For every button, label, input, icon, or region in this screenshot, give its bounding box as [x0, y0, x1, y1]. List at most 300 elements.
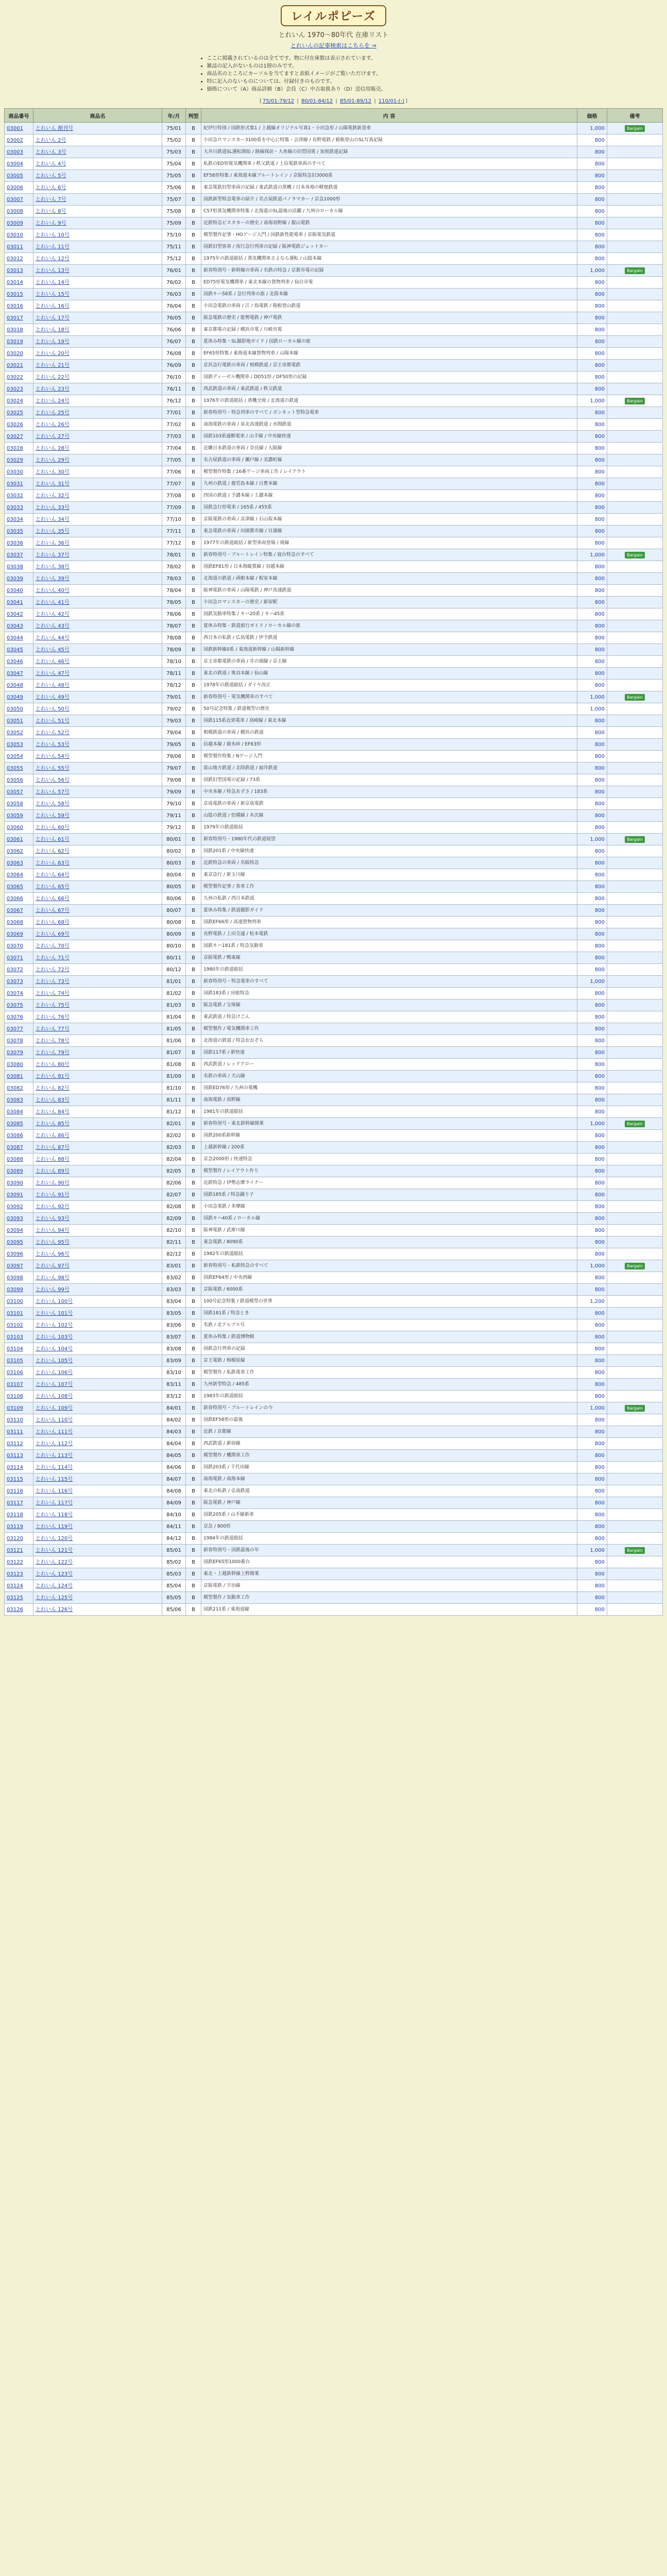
- product-name-link[interactable]: とれいん 101号: [36, 1310, 73, 1316]
- product-code[interactable]: 03100: [5, 1296, 33, 1308]
- product-code[interactable]: 03115: [5, 1473, 33, 1485]
- product-name-link[interactable]: とれいん 18号: [36, 327, 70, 333]
- product-code[interactable]: 03088: [5, 1154, 33, 1165]
- product-code[interactable]: 03040: [5, 585, 33, 597]
- product-code[interactable]: 03008: [5, 206, 33, 217]
- product-name[interactable]: [33, 656, 162, 668]
- product-name-link[interactable]: とれいん 78号: [36, 1038, 70, 1044]
- product-code[interactable]: 03062: [5, 845, 33, 857]
- product-name[interactable]: [33, 1201, 162, 1213]
- product-name-link[interactable]: とれいん 55号: [36, 765, 70, 771]
- product-name-link[interactable]: とれいん 115号: [36, 1476, 73, 1482]
- product-name[interactable]: [33, 123, 162, 134]
- product-name-link[interactable]: とれいん 71号: [36, 955, 70, 961]
- product-name[interactable]: [33, 1189, 162, 1201]
- product-name[interactable]: [33, 407, 162, 419]
- product-name[interactable]: [33, 1308, 162, 1319]
- product-name[interactable]: [33, 502, 162, 514]
- product-code[interactable]: 03110: [5, 1414, 33, 1426]
- product-code[interactable]: 03111: [5, 1426, 33, 1438]
- product-name[interactable]: [33, 1118, 162, 1130]
- product-name[interactable]: [33, 443, 162, 454]
- product-name-link[interactable]: とれいん 2号: [36, 137, 66, 143]
- product-name-link[interactable]: とれいん 31号: [36, 481, 70, 487]
- product-name-link[interactable]: とれいん 107号: [36, 1381, 73, 1387]
- product-name-link[interactable]: とれいん 49号: [36, 694, 70, 700]
- product-name-link[interactable]: とれいん 4号: [36, 161, 66, 167]
- product-name[interactable]: [33, 810, 162, 822]
- product-code[interactable]: 03125: [5, 1592, 33, 1604]
- product-name[interactable]: [33, 644, 162, 656]
- product-code[interactable]: 03070: [5, 940, 33, 952]
- product-code[interactable]: 03061: [5, 834, 33, 845]
- product-code[interactable]: 03091: [5, 1189, 33, 1201]
- product-name[interactable]: [33, 1521, 162, 1533]
- product-name[interactable]: [33, 241, 162, 253]
- product-name-link[interactable]: とれいん 70号: [36, 943, 70, 949]
- product-name-link[interactable]: とれいん 44号: [36, 635, 70, 641]
- product-code[interactable]: 03083: [5, 1094, 33, 1106]
- product-name[interactable]: [33, 229, 162, 241]
- product-name-link[interactable]: とれいん 11号: [36, 244, 70, 250]
- product-code[interactable]: 03010: [5, 229, 33, 241]
- product-name-link[interactable]: とれいん 36号: [36, 540, 70, 546]
- bargain-badge[interactable]: Bargain: [625, 1121, 645, 1127]
- product-code[interactable]: 03071: [5, 952, 33, 964]
- product-name[interactable]: [33, 703, 162, 715]
- product-code[interactable]: 03041: [5, 597, 33, 608]
- product-name[interactable]: [33, 265, 162, 277]
- product-name[interactable]: [33, 336, 162, 348]
- product-name-link[interactable]: とれいん 67号: [36, 907, 70, 913]
- product-code[interactable]: 03013: [5, 265, 33, 277]
- product-name[interactable]: [33, 277, 162, 289]
- product-name-link[interactable]: とれいん 25号: [36, 410, 70, 416]
- product-name[interactable]: [33, 1426, 162, 1438]
- product-code[interactable]: 03042: [5, 608, 33, 620]
- product-code[interactable]: 03122: [5, 1556, 33, 1568]
- product-code[interactable]: 03109: [5, 1402, 33, 1414]
- product-code[interactable]: 03039: [5, 573, 33, 585]
- product-code[interactable]: 03121: [5, 1545, 33, 1556]
- product-code[interactable]: 03097: [5, 1260, 33, 1272]
- product-code[interactable]: 03124: [5, 1580, 33, 1592]
- product-name-link[interactable]: とれいん 98号: [36, 1275, 70, 1281]
- product-name[interactable]: [33, 300, 162, 312]
- product-code[interactable]: 03098: [5, 1272, 33, 1284]
- product-code[interactable]: 03047: [5, 668, 33, 680]
- product-name-link[interactable]: とれいん 12号: [36, 256, 70, 262]
- bargain-badge[interactable]: Bargain: [625, 552, 645, 558]
- product-name-link[interactable]: とれいん 28号: [36, 445, 70, 451]
- product-name-link[interactable]: とれいん 9号: [36, 220, 66, 226]
- product-code[interactable]: 03012: [5, 253, 33, 265]
- product-code[interactable]: 03054: [5, 751, 33, 762]
- product-name-link[interactable]: とれいん 118号: [36, 1512, 73, 1518]
- bargain-badge[interactable]: Bargain: [625, 1263, 645, 1269]
- product-name[interactable]: [33, 632, 162, 644]
- product-code[interactable]: 03050: [5, 703, 33, 715]
- product-name[interactable]: [33, 1047, 162, 1059]
- product-name-link[interactable]: とれいん 72号: [36, 967, 70, 973]
- product-name-link[interactable]: とれいん 38号: [36, 564, 70, 570]
- product-name-link[interactable]: とれいん 85号: [36, 1121, 70, 1127]
- product-name-link[interactable]: とれいん 109号: [36, 1405, 73, 1411]
- product-code[interactable]: 03076: [5, 1011, 33, 1023]
- product-code[interactable]: 03030: [5, 466, 33, 478]
- product-code[interactable]: 03052: [5, 727, 33, 739]
- product-code[interactable]: 03108: [5, 1391, 33, 1402]
- product-name[interactable]: [33, 1154, 162, 1165]
- product-name[interactable]: [33, 893, 162, 905]
- product-name-link[interactable]: とれいん 97号: [36, 1263, 70, 1269]
- product-code[interactable]: 03007: [5, 194, 33, 206]
- product-code[interactable]: 03045: [5, 644, 33, 656]
- product-name[interactable]: [33, 573, 162, 585]
- product-name-link[interactable]: とれいん 35号: [36, 528, 70, 534]
- product-name[interactable]: [33, 1450, 162, 1462]
- product-name-link[interactable]: とれいん 119号: [36, 1523, 73, 1530]
- product-code[interactable]: 03027: [5, 431, 33, 443]
- product-code[interactable]: 03084: [5, 1106, 33, 1118]
- product-name[interactable]: [33, 371, 162, 383]
- product-code[interactable]: 03015: [5, 289, 33, 300]
- product-code[interactable]: 03087: [5, 1142, 33, 1154]
- year-jump-link[interactable]: 110/01-(-): [378, 98, 405, 104]
- product-code[interactable]: 03119: [5, 1521, 33, 1533]
- product-code[interactable]: 03094: [5, 1225, 33, 1236]
- product-name-link[interactable]: とれいん 24号: [36, 398, 70, 404]
- article-search-link[interactable]: とれいんの記事検索はこちらを ⇒: [290, 42, 377, 49]
- product-code[interactable]: 03019: [5, 336, 33, 348]
- product-code[interactable]: 03011: [5, 241, 33, 253]
- product-name[interactable]: [33, 1284, 162, 1296]
- product-name-link[interactable]: とれいん 86号: [36, 1132, 70, 1139]
- product-name[interactable]: [33, 834, 162, 845]
- product-name[interactable]: [33, 324, 162, 336]
- product-name-link[interactable]: とれいん 37号: [36, 552, 70, 558]
- product-name-link[interactable]: とれいん 3号: [36, 149, 66, 155]
- product-name-link[interactable]: とれいん 88号: [36, 1156, 70, 1162]
- product-name-link[interactable]: とれいん 46号: [36, 658, 70, 665]
- product-name[interactable]: [33, 146, 162, 158]
- product-name[interactable]: [33, 739, 162, 751]
- product-code[interactable]: 03104: [5, 1343, 33, 1355]
- product-name-link[interactable]: とれいん 122号: [36, 1559, 73, 1565]
- bargain-badge[interactable]: Bargain: [625, 836, 645, 843]
- bargain-badge[interactable]: Bargain: [625, 1405, 645, 1412]
- product-name[interactable]: [33, 1248, 162, 1260]
- bargain-badge[interactable]: Bargain: [625, 694, 645, 701]
- product-code[interactable]: 03022: [5, 371, 33, 383]
- product-name-link[interactable]: とれいん 82号: [36, 1085, 70, 1091]
- product-name[interactable]: [33, 751, 162, 762]
- product-name-link[interactable]: とれいん 20号: [36, 350, 70, 357]
- product-code[interactable]: 03005: [5, 170, 33, 182]
- product-name[interactable]: [33, 1391, 162, 1402]
- product-name-link[interactable]: とれいん 94号: [36, 1227, 70, 1233]
- product-name[interactable]: [33, 1497, 162, 1509]
- product-code[interactable]: 03049: [5, 691, 33, 703]
- product-code[interactable]: 03069: [5, 928, 33, 940]
- product-name-link[interactable]: とれいん 53号: [36, 741, 70, 748]
- product-name[interactable]: [33, 170, 162, 182]
- product-code[interactable]: 03009: [5, 217, 33, 229]
- product-name[interactable]: [33, 597, 162, 608]
- product-name[interactable]: [33, 549, 162, 561]
- product-name[interactable]: [33, 1177, 162, 1189]
- product-name-link[interactable]: とれいん 創刊号: [36, 125, 74, 131]
- year-jump-link[interactable]: 75/01-79/12: [262, 98, 295, 104]
- product-name-link[interactable]: とれいん 81号: [36, 1073, 70, 1079]
- product-name-link[interactable]: とれいん 6号: [36, 184, 66, 191]
- product-name-link[interactable]: とれいん 77号: [36, 1026, 70, 1032]
- product-code[interactable]: 03032: [5, 490, 33, 502]
- product-name-link[interactable]: とれいん 32号: [36, 493, 70, 499]
- product-name-link[interactable]: とれいん 15号: [36, 291, 70, 297]
- product-name-link[interactable]: とれいん 42号: [36, 611, 70, 617]
- product-code[interactable]: 03060: [5, 822, 33, 834]
- product-name[interactable]: [33, 537, 162, 549]
- product-code[interactable]: 03021: [5, 360, 33, 371]
- product-name-link[interactable]: とれいん 27号: [36, 433, 70, 439]
- product-name-link[interactable]: とれいん 83号: [36, 1097, 70, 1103]
- product-name-link[interactable]: とれいん 96号: [36, 1251, 70, 1257]
- product-code[interactable]: 03107: [5, 1379, 33, 1391]
- product-name[interactable]: [33, 1011, 162, 1023]
- product-code[interactable]: 03028: [5, 443, 33, 454]
- product-name[interactable]: [33, 561, 162, 573]
- product-name-link[interactable]: とれいん 79号: [36, 1049, 70, 1056]
- product-name[interactable]: [33, 1165, 162, 1177]
- product-name-link[interactable]: とれいん 65号: [36, 884, 70, 890]
- product-name[interactable]: [33, 1485, 162, 1497]
- product-name-link[interactable]: とれいん 61号: [36, 836, 70, 842]
- product-name-link[interactable]: とれいん 19号: [36, 338, 70, 345]
- product-name[interactable]: [33, 134, 162, 146]
- product-name-link[interactable]: とれいん 104号: [36, 1346, 73, 1352]
- product-code[interactable]: 03103: [5, 1331, 33, 1343]
- product-code[interactable]: 03105: [5, 1355, 33, 1367]
- product-name[interactable]: [33, 490, 162, 502]
- product-code[interactable]: 03016: [5, 300, 33, 312]
- year-jump-link[interactable]: 85/01-89/12: [339, 98, 372, 104]
- product-code[interactable]: 03113: [5, 1450, 33, 1462]
- product-name-link[interactable]: とれいん 16号: [36, 303, 70, 309]
- product-name-link[interactable]: とれいん 40号: [36, 587, 70, 594]
- product-name[interactable]: [33, 383, 162, 395]
- product-name[interactable]: [33, 1142, 162, 1154]
- product-name[interactable]: [33, 620, 162, 632]
- product-code[interactable]: 03034: [5, 514, 33, 526]
- product-name-link[interactable]: とれいん 125号: [36, 1595, 73, 1601]
- product-name[interactable]: [33, 1331, 162, 1343]
- product-name-link[interactable]: とれいん 87号: [36, 1144, 70, 1150]
- product-name-link[interactable]: とれいん 91号: [36, 1192, 70, 1198]
- product-name-link[interactable]: とれいん 64号: [36, 872, 70, 878]
- product-code[interactable]: 03020: [5, 348, 33, 360]
- product-name-link[interactable]: とれいん 84号: [36, 1109, 70, 1115]
- product-name[interactable]: [33, 608, 162, 620]
- product-code[interactable]: 03067: [5, 905, 33, 917]
- product-name-link[interactable]: とれいん 112号: [36, 1440, 73, 1447]
- product-name[interactable]: [33, 360, 162, 371]
- product-name[interactable]: [33, 1023, 162, 1035]
- product-name[interactable]: [33, 1059, 162, 1071]
- product-name[interactable]: [33, 217, 162, 229]
- product-code[interactable]: 03120: [5, 1533, 33, 1545]
- product-name[interactable]: [33, 526, 162, 537]
- product-name-link[interactable]: とれいん 80号: [36, 1061, 70, 1067]
- product-name[interactable]: [33, 999, 162, 1011]
- product-name-link[interactable]: とれいん 69号: [36, 931, 70, 937]
- product-name-link[interactable]: とれいん 117号: [36, 1500, 73, 1506]
- product-name[interactable]: [33, 1355, 162, 1367]
- product-name-link[interactable]: とれいん 114号: [36, 1464, 73, 1470]
- product-name-link[interactable]: とれいん 102号: [36, 1322, 73, 1328]
- product-name[interactable]: [33, 514, 162, 526]
- product-name[interactable]: [33, 312, 162, 324]
- product-name[interactable]: [33, 976, 162, 988]
- product-name[interactable]: [33, 845, 162, 857]
- product-name-link[interactable]: とれいん 99号: [36, 1286, 70, 1293]
- product-name-link[interactable]: とれいん 58号: [36, 801, 70, 807]
- product-name-link[interactable]: とれいん 47号: [36, 670, 70, 676]
- product-code[interactable]: 03086: [5, 1130, 33, 1142]
- product-name[interactable]: [33, 1272, 162, 1284]
- product-name-link[interactable]: とれいん 22号: [36, 374, 70, 380]
- product-name[interactable]: [33, 869, 162, 881]
- product-code[interactable]: 03004: [5, 158, 33, 170]
- product-name-link[interactable]: とれいん 33号: [36, 504, 70, 511]
- product-code[interactable]: 03033: [5, 502, 33, 514]
- logo-text[interactable]: レイルポピーズ: [281, 5, 386, 26]
- product-code[interactable]: 03082: [5, 1082, 33, 1094]
- product-name-link[interactable]: とれいん 59号: [36, 812, 70, 819]
- product-name-link[interactable]: とれいん 93号: [36, 1215, 70, 1222]
- product-code[interactable]: 03123: [5, 1568, 33, 1580]
- product-name-link[interactable]: とれいん 105号: [36, 1358, 73, 1364]
- product-code[interactable]: 03038: [5, 561, 33, 573]
- product-name[interactable]: [33, 940, 162, 952]
- product-name[interactable]: [33, 668, 162, 680]
- product-name[interactable]: [33, 1225, 162, 1236]
- product-name[interactable]: [33, 952, 162, 964]
- product-code[interactable]: 03063: [5, 857, 33, 869]
- product-name[interactable]: [33, 419, 162, 431]
- product-name[interactable]: [33, 917, 162, 928]
- product-name-link[interactable]: とれいん 5号: [36, 173, 66, 179]
- product-code[interactable]: 03001: [5, 123, 33, 134]
- product-code[interactable]: 03031: [5, 478, 33, 490]
- product-name[interactable]: [33, 585, 162, 597]
- product-code[interactable]: 03002: [5, 134, 33, 146]
- product-name[interactable]: [33, 928, 162, 940]
- product-code[interactable]: 03048: [5, 680, 33, 691]
- product-name-link[interactable]: とれいん 45号: [36, 647, 70, 653]
- product-name-link[interactable]: とれいん 126号: [36, 1606, 73, 1613]
- product-code[interactable]: 03118: [5, 1509, 33, 1521]
- product-name[interactable]: [33, 1414, 162, 1426]
- product-code[interactable]: 03073: [5, 976, 33, 988]
- product-name-link[interactable]: とれいん 92号: [36, 1204, 70, 1210]
- product-name[interactable]: [33, 182, 162, 194]
- product-name[interactable]: [33, 822, 162, 834]
- product-code[interactable]: 03024: [5, 395, 33, 407]
- product-name[interactable]: [33, 1545, 162, 1556]
- product-code[interactable]: 03095: [5, 1236, 33, 1248]
- product-name[interactable]: [33, 1071, 162, 1082]
- product-code[interactable]: 03018: [5, 324, 33, 336]
- product-code[interactable]: 03068: [5, 917, 33, 928]
- product-name[interactable]: [33, 454, 162, 466]
- product-name[interactable]: [33, 253, 162, 265]
- product-name-link[interactable]: とれいん 106号: [36, 1369, 73, 1376]
- product-name-link[interactable]: とれいん 48号: [36, 682, 70, 688]
- product-name-link[interactable]: とれいん 8号: [36, 208, 66, 214]
- product-code[interactable]: 03043: [5, 620, 33, 632]
- product-name[interactable]: [33, 691, 162, 703]
- product-name[interactable]: [33, 1556, 162, 1568]
- product-code[interactable]: 03072: [5, 964, 33, 976]
- product-code[interactable]: 03075: [5, 999, 33, 1011]
- product-code[interactable]: 03025: [5, 407, 33, 419]
- product-name-link[interactable]: とれいん 108号: [36, 1393, 73, 1399]
- product-name[interactable]: [33, 1604, 162, 1616]
- product-name-link[interactable]: とれいん 73号: [36, 978, 70, 985]
- product-name-link[interactable]: とれいん 62号: [36, 848, 70, 854]
- product-name-link[interactable]: とれいん 7号: [36, 196, 66, 202]
- product-name-link[interactable]: とれいん 52号: [36, 730, 70, 736]
- product-name[interactable]: [33, 798, 162, 810]
- product-code[interactable]: 03079: [5, 1047, 33, 1059]
- logo[interactable]: [0, 5, 667, 26]
- product-name[interactable]: [33, 1094, 162, 1106]
- product-name-link[interactable]: とれいん 123号: [36, 1571, 73, 1577]
- product-name-link[interactable]: とれいん 75号: [36, 1002, 70, 1008]
- product-name[interactable]: [33, 395, 162, 407]
- product-name[interactable]: [33, 727, 162, 739]
- product-name-link[interactable]: とれいん 121号: [36, 1547, 73, 1553]
- product-code[interactable]: 03089: [5, 1165, 33, 1177]
- product-name-link[interactable]: とれいん 13号: [36, 267, 70, 274]
- product-code[interactable]: 03057: [5, 786, 33, 798]
- product-code[interactable]: 03093: [5, 1213, 33, 1225]
- product-code[interactable]: 03085: [5, 1118, 33, 1130]
- product-name-link[interactable]: とれいん 89号: [36, 1168, 70, 1174]
- product-name[interactable]: [33, 1509, 162, 1521]
- product-name[interactable]: [33, 478, 162, 490]
- product-code[interactable]: 03077: [5, 1023, 33, 1035]
- product-name[interactable]: [33, 680, 162, 691]
- product-name-link[interactable]: とれいん 57号: [36, 789, 70, 795]
- product-name[interactable]: [33, 289, 162, 300]
- product-name-link[interactable]: とれいん 21号: [36, 362, 70, 368]
- product-name-link[interactable]: とれいん 51号: [36, 718, 70, 724]
- product-name[interactable]: [33, 988, 162, 999]
- product-code[interactable]: 03029: [5, 454, 33, 466]
- product-code[interactable]: 03114: [5, 1462, 33, 1473]
- product-name-link[interactable]: とれいん 30号: [36, 469, 70, 475]
- product-code[interactable]: 03102: [5, 1319, 33, 1331]
- product-name[interactable]: [33, 1130, 162, 1142]
- bargain-badge[interactable]: Bargain: [625, 267, 645, 274]
- product-name-link[interactable]: とれいん 66号: [36, 895, 70, 902]
- product-code[interactable]: 03053: [5, 739, 33, 751]
- product-code[interactable]: 03064: [5, 869, 33, 881]
- product-name[interactable]: [33, 774, 162, 786]
- product-name-link[interactable]: とれいん 90号: [36, 1180, 70, 1186]
